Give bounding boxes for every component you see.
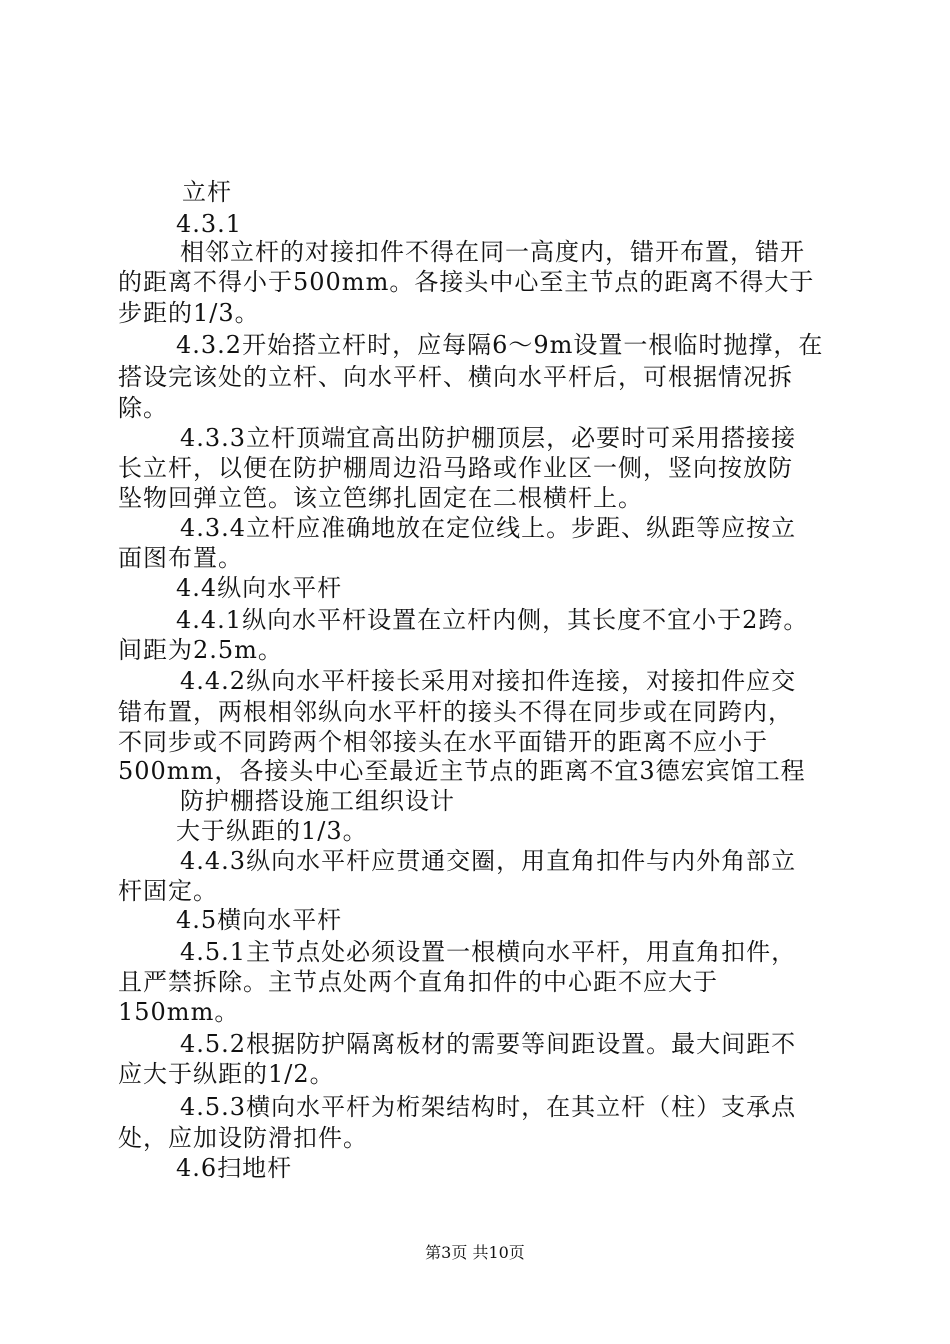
text-line	[0, 453, 950, 483]
text-line	[0, 967, 950, 997]
text-line-content: 面图布置。	[118, 544, 243, 572]
text-line-content: 应大于纵距的1/2。	[118, 1060, 335, 1088]
text-line-content: 搭设完该处的立杆、向水平杆、横向水平杆后，可根据情况拆	[118, 363, 793, 391]
text-line	[0, 816, 950, 846]
text-line-content: 的距离不得小于500mm。各接头中心至主节点的距离不得大于	[118, 268, 815, 296]
text-line	[0, 1059, 950, 1089]
text-line-content: 除。	[118, 394, 168, 422]
text-line-content: 4.4纵向水平杆	[176, 574, 343, 602]
text-line-content: 防护棚搭设施工组织设计	[180, 787, 455, 815]
text-line	[0, 756, 950, 786]
text-line	[0, 905, 950, 935]
text-line	[0, 1092, 950, 1122]
text-line	[0, 635, 950, 665]
text-line	[0, 573, 950, 603]
text-line	[0, 177, 950, 207]
text-line-content: 处，应加设防滑扣件。	[118, 1124, 368, 1152]
text-line-content: 150mm。	[118, 998, 240, 1026]
text-line	[0, 937, 950, 967]
text-line	[0, 393, 950, 423]
text-line-content: 且严禁拆除。主节点处两个直角扣件的中心距不应大于	[118, 968, 718, 996]
text-line	[0, 237, 950, 267]
text-line-content: 4.5.2根据防护隔离板材的需要等间距设置。最大间距不	[180, 1030, 797, 1058]
text-line-content: 相邻立杆的对接扣件不得在同一高度内，错开布置，错开	[180, 238, 805, 266]
text-line-content: 4.3.1	[176, 210, 243, 238]
text-line-content: 4.4.2纵向水平杆接长采用对接扣件连接，对接扣件应交	[180, 667, 797, 695]
text-line-content: 大于纵距的1/3。	[176, 817, 368, 845]
text-line	[0, 330, 950, 360]
text-line	[0, 727, 950, 757]
text-line-content: 错布置，两根相邻纵向水平杆的接头不得在同步或在同跨内，	[118, 698, 793, 726]
text-line	[0, 483, 950, 513]
text-line-content: 长立杆，以便在防护棚周边沿马路或作业区一侧，竖向按放防	[118, 454, 793, 482]
text-line	[0, 1123, 950, 1153]
text-line	[0, 209, 950, 239]
text-line	[0, 298, 950, 328]
text-line	[0, 513, 950, 543]
text-line	[0, 1029, 950, 1059]
text-line-content: 4.3.4立杆应准确地放在定位线上。步距、纵距等应按立	[180, 514, 797, 542]
text-line	[0, 997, 950, 1027]
text-line	[0, 846, 950, 876]
text-line-content: 步距的1/3。	[118, 299, 260, 327]
text-line	[0, 605, 950, 635]
text-line-content: 4.5.3横向水平杆为桁架结构时，在其立杆（柱）支承点	[180, 1093, 797, 1121]
text-line	[0, 362, 950, 392]
text-line-content: 间距为2.5m。	[118, 636, 283, 664]
text-line-content: 坠物回弹立笆。该立笆绑扎固定在二根横杆上。	[118, 484, 643, 512]
text-line-content: 4.3.2开始搭立杆时，应每隔6～9m设置一根临时抛撑，在	[176, 331, 824, 359]
text-line-content: 立杆	[182, 178, 232, 206]
text-line	[0, 666, 950, 696]
text-line-content: 500mm，各接头中心至最近主节点的距离不宜3德宏宾馆工程	[118, 757, 806, 785]
text-line-content: 4.3.3立杆顶端宜高出防护棚顶层，必要时可采用搭接接	[180, 424, 797, 452]
text-line-content: 4.5.1主节点处必须设置一根横向水平杆，用直角扣件，	[180, 938, 797, 966]
text-line	[0, 876, 950, 906]
text-line	[0, 543, 950, 573]
text-line-content: 不同步或不同跨两个相邻接头在水平面错开的距离不应小于	[118, 728, 768, 756]
page-footer: 第3页 共10页	[425, 1243, 525, 1262]
text-line	[0, 697, 950, 727]
text-line-content: 4.5横向水平杆	[176, 906, 343, 934]
text-line	[0, 423, 950, 453]
text-line	[0, 1153, 950, 1183]
text-line-content: 4.4.3纵向水平杆应贯通交圈，用直角扣件与内外角部立	[180, 847, 797, 875]
text-line-content: 4.6扫地杆	[176, 1154, 293, 1182]
text-line-content: 4.4.1纵向水平杆设置在立杆内侧，其长度不宜小于2跨。	[176, 606, 809, 634]
text-line	[0, 786, 950, 816]
text-line-content: 杆固定。	[118, 877, 218, 905]
text-line	[0, 267, 950, 297]
